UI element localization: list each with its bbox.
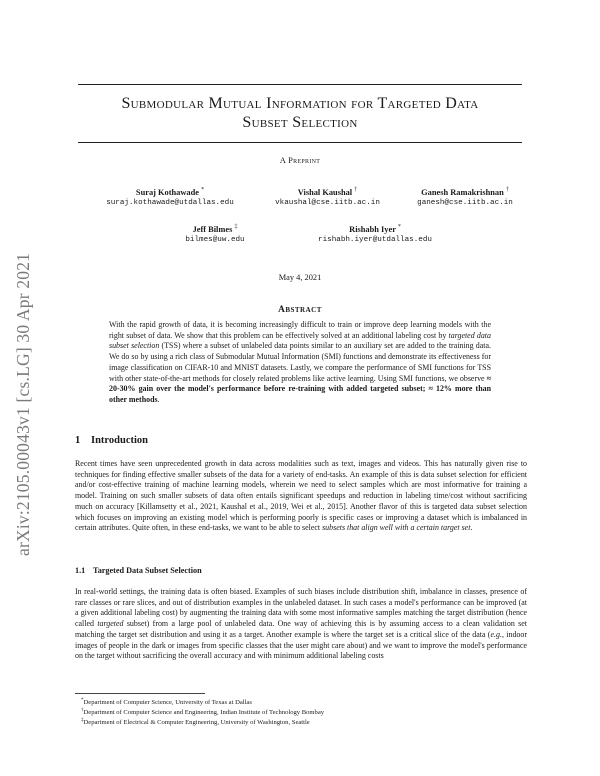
author-email[interactable]: rishabh.iyer@utdallas.edu	[318, 235, 432, 244]
abstract-heading: Abstract	[278, 305, 322, 315]
author-block	[400, 185, 530, 209]
author-name: Vishal Kaushal †	[297, 187, 358, 197]
author-name: Rishabh Iyer *	[349, 224, 401, 234]
title-bottom-rule	[78, 142, 522, 143]
author-name: Jeff Bilmes ‡	[192, 224, 238, 234]
author-name: Ganesh Ramakrishnan †	[421, 187, 509, 197]
abstract-text: With the rapid growth of data, it is becoming increasingly difficult to train or improve deep learning models with the right subset of data. We show that this problem can be effectively solved at an additional labeling cost by targeted data subset selection (TSS) where a subset of unlabeled data points similar to an auxiliary set are added to the training data. We do so by using a rich class of Submodular Mutual Information (SMI) functions and demonstrate its effectiveness for image classification on CIFAR-10 and MNIST datasets. Lastly, we compare the performance of SMI functions for TSS with other state-of-the-art methods for closely related problems like active learning. Using SMI functions, we observe ≈ 20-30% gain over the model's performance before re-training with added targeted subset; ≈ 12% more than other methods.	[109, 320, 491, 404]
author-name: Suraj Kothawade *	[135, 187, 205, 197]
author-block	[255, 185, 400, 209]
paper-title-line-1: Submodular Mutual Information for Targeted Data	[121, 95, 479, 112]
footnote: ‡Department of Electrical & Computer Engineering, University of Washington, Seattle	[81, 718, 310, 727]
author-email[interactable]: ganesh@cse.iitb.ac.in	[417, 198, 513, 207]
author-block	[85, 185, 255, 209]
author-email[interactable]: bilmes@uw.edu	[185, 235, 245, 244]
author-block	[155, 222, 275, 246]
arxiv-identifier-stamp: arXiv:2105.00043v1 [cs.LG] 30 Apr 2021	[13, 252, 33, 556]
subsection-paragraph: In real-world settings, the training data is often biased. Examples of such biases include distribution shift, imbalance in classes, presence of rare classes or rare slices, and out of distribution examples in the unlabeled dataset. In such cases a model's performance can be improved (at a given additional labeling cost) by augmenting the training data with some most informative samples matching the target distribution (hence called targeted subset) from a large pool of unlabeled data. One way of achieving this is by assuming access to a clean validation set matching the target set distribution and using it as a target. Another example is where the target set is a critical slice of the data (e.g., indoor images of people in the dark or images from specific classes that the user might care about) and we want to improve the model's performance on the target without sacrificing the overall accuracy and with minimum additional labeling costs	[75, 587, 527, 661]
paper-title-line-2: Subset Selection	[242, 114, 358, 131]
author-block	[300, 222, 450, 246]
footnote-separator	[75, 693, 205, 694]
paper-title	[70, 94, 530, 132]
author-email[interactable]: vkaushal@cse.iitb.ac.in	[275, 198, 380, 207]
subsection-heading-targeted-data-subset-selection: 1.1 Targeted Data Subset Selection	[75, 566, 202, 575]
publication-date: May 4, 2021	[278, 273, 322, 282]
footnote: *Department of Computer Science, University of Texas at Dallas	[81, 698, 252, 707]
title-top-rule	[78, 84, 522, 85]
author-email[interactable]: suraj.kothawade@utdallas.edu	[106, 198, 234, 207]
preprint-label: A Preprint	[279, 155, 321, 165]
footnote: †Department of Computer Science and Engineering, Indian Institute of Technology Bombay	[81, 708, 325, 717]
section-heading-introduction: 1 Introduction	[75, 435, 148, 446]
introduction-paragraph: Recent times have seen unprecedented growth in data across modalities such as text, images and videos. This has naturally given rise to techniques for finding effective smaller subsets of the data for a variety of end-tasks. An example of this is data subset selection for efficient and/or cost-effective training of machine learning models, wherein we need to select samples which are most informative for training a model. Training on such smaller subsets of data often entails significant speedups and reduction in labeling time/cost without sacrificing much on accuracy [Killamsetty et al., 2021, Kaushal et al., 2019, Wei et al., 2015]. Another flavor of this is targeted data subset selection which focuses on improving an existing model which is performing poorly is specific cases or improving a dataset which is imbalanced in certain attributes. Quite often, in these end-tasks, we want to be able to select subsets that align well with a certain target set.	[75, 459, 527, 533]
